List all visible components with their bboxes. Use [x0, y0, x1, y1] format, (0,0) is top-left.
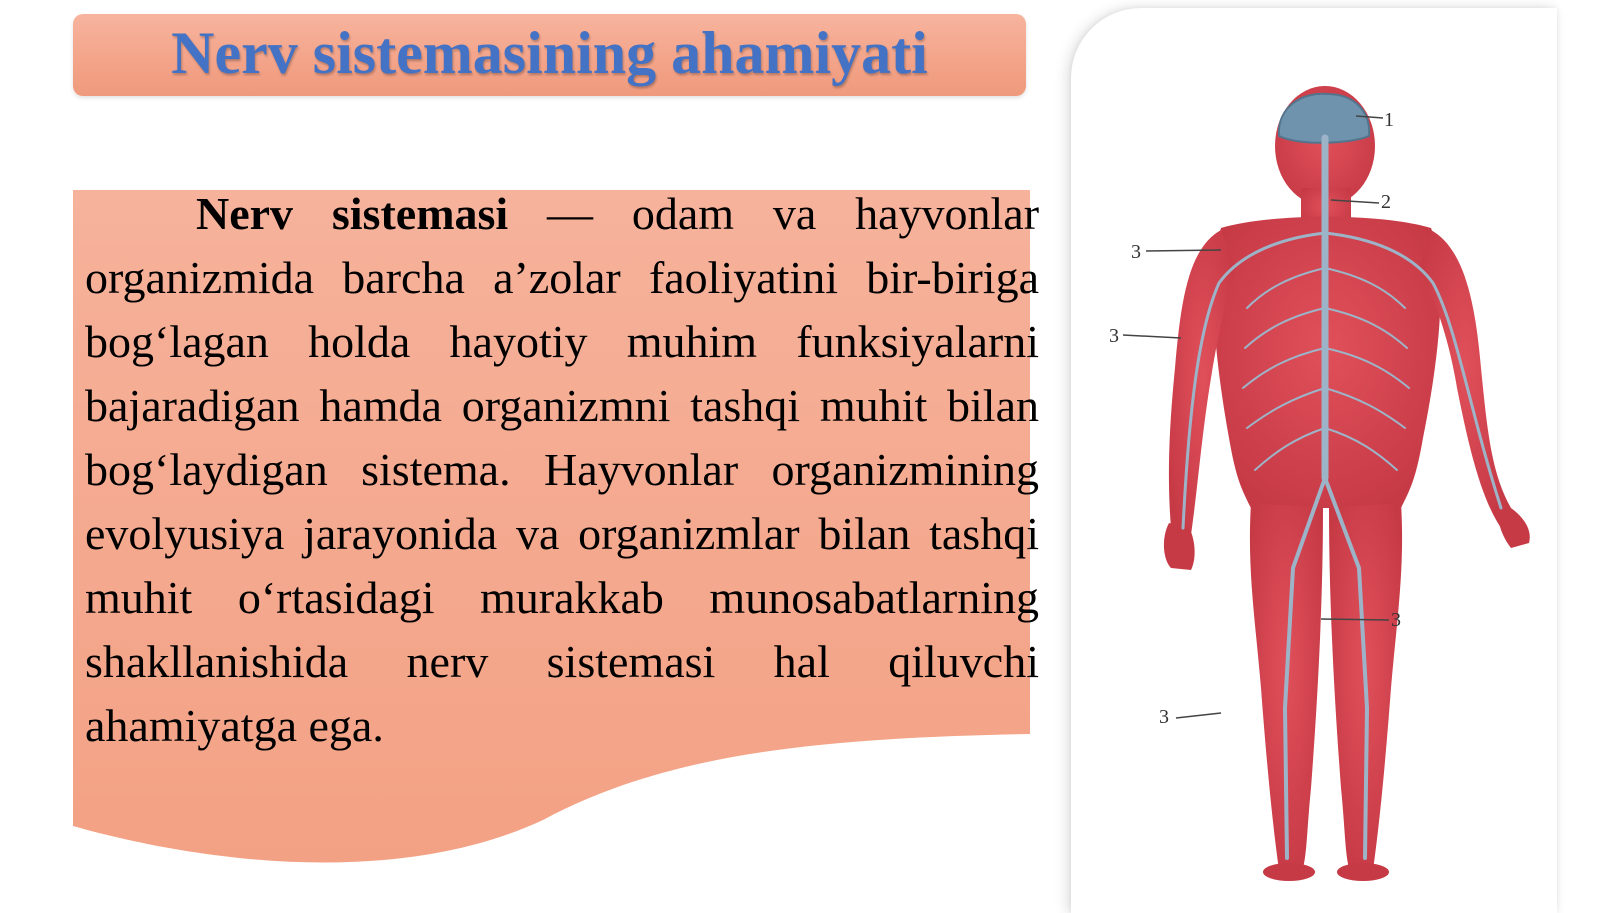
figure-label-3c: 3 [1391, 609, 1401, 631]
definition-paragraph [85, 182, 1039, 758]
figure-label-3b: 3 [1109, 325, 1119, 347]
human-body-silhouette [1164, 86, 1530, 881]
figure-label-3a: 3 [1131, 241, 1141, 263]
definition-text: — odam va hayvonlar organizmida barcha a’zolar faoliyatini bir-biriga bog‘lagan holda hayotiy muhim funksiyalarni bajaradigan hamda organizmni tashqi muhit bilan bog‘laydigan sistema. Hayvonlar organizmining evolyusiya jarayonida va organizmlar bilan tashqi muhit o‘rtasidagi murakkab munosabatlarning shakllanishida nerv sistemasi hal qiluvchi ahamiyatga ega. [85, 188, 1040, 751]
title-banner [73, 14, 1026, 96]
nervous-system-figure [1071, 8, 1557, 899]
term-nerv-sistemasi: Nerv sistemasi [196, 188, 509, 239]
figure-label-1: 1 [1384, 109, 1394, 131]
figure-label-2: 2 [1381, 191, 1391, 213]
figure-label-3d: 3 [1159, 706, 1169, 728]
slide-title: Nerv sistemasining ahamiyati [171, 19, 928, 86]
anatomy-image-card [1071, 8, 1557, 913]
